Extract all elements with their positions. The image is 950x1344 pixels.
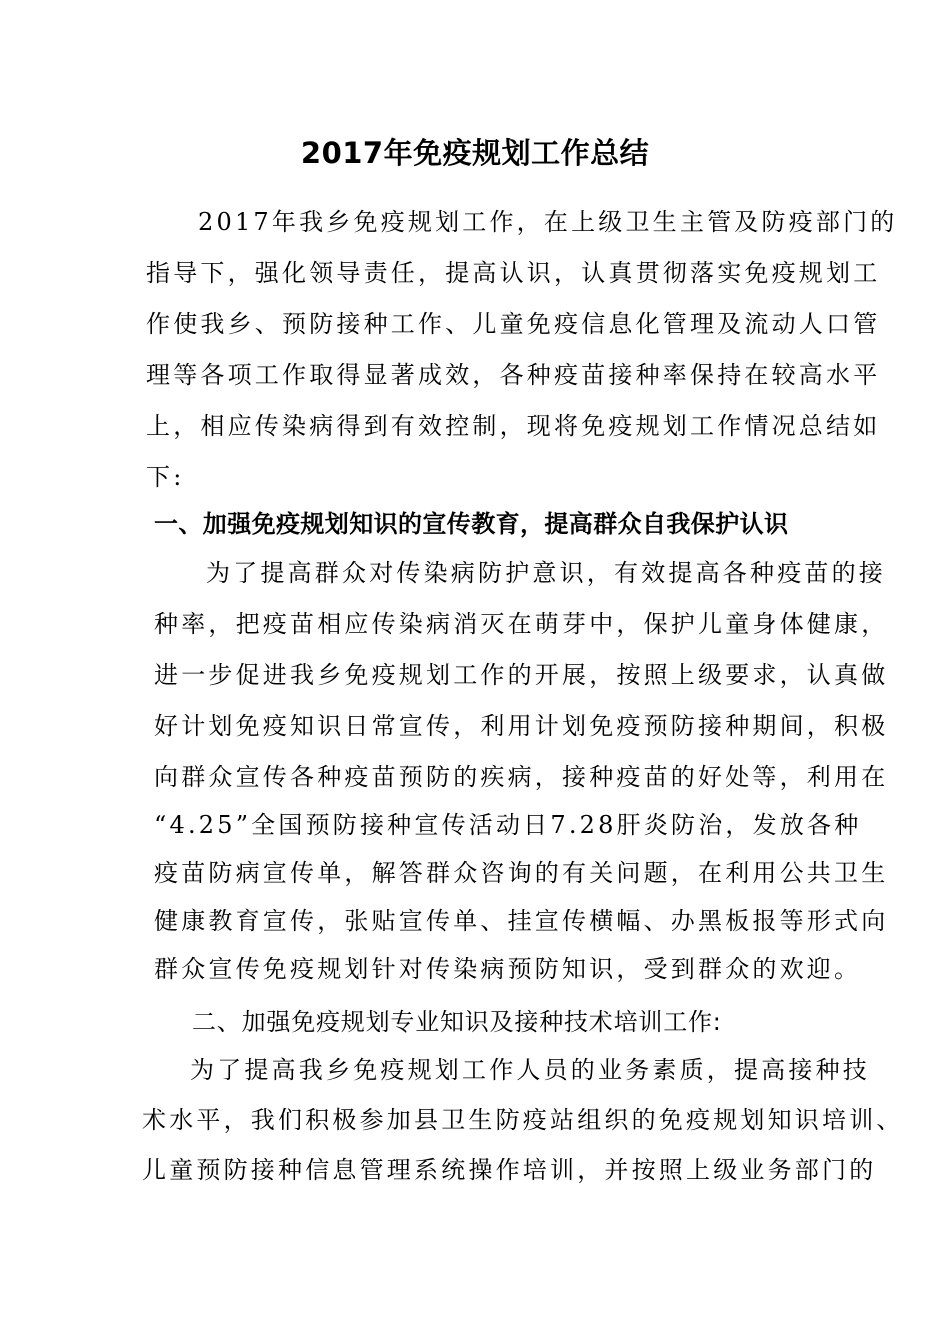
section-2-line-3: 儿童预防接种信息管理系统操作培训，并按照上级业务部门的 — [142, 1156, 877, 1184]
intro-line-6: 下: — [146, 463, 185, 491]
intro-line-5: 上，相应传染病得到有效控制，现将免疫规划工作情况总结如 — [146, 412, 881, 440]
section-2-line-2: 术水平，我们积极参加县卫生防疫站组织的免疫规划知识培训、 — [142, 1106, 904, 1134]
section-1-line-4: 好计划免疫知识日常宣传，利用计划免疫预防接种期间，积极 — [154, 712, 889, 740]
section-1-line-7: 疫苗防病宣传单，解答群众咨询的有关问题，在利用公共卫生 — [154, 859, 889, 887]
intro-line-1: 2017年我乡免疫规划工作，在上级卫生主管及防疫部门的 — [198, 208, 898, 236]
section-1-line-1: 为了提高群众对传染病防护意识，有效提高各种疫苗的接 — [206, 559, 886, 587]
intro-line-3: 作使我乡、预防接种工作、儿童免疫信息化管理及流动人口管 — [146, 310, 881, 338]
section-1-line-9: 群众宣传免疫规划针对传染病预防知识，受到群众的欢迎。 — [154, 955, 862, 983]
section-1-heading: 一、加强免疫规划知识的宣传教育，提高群众自我保护认识 — [154, 510, 789, 538]
intro-line-2: 指导下，强化领导责任，提高认识，认真贯彻落实免疫规划工 — [146, 259, 881, 287]
section-1-line-5: 向群众宣传各种疫苗预防的疾病，接种疫苗的好处等，利用在 — [154, 763, 889, 791]
section-1-line-8: 健康教育宣传，张贴宣传单、挂宣传横幅、办黑板报等形式向 — [154, 907, 889, 935]
section-2-heading: 二、加强免疫规划专业知识及接种技术培训工作: — [192, 1008, 722, 1036]
intro-line-4: 理等各项工作取得显著成效，各种疫苗接种率保持在较高水平 — [146, 361, 881, 389]
section-1-line-3: 进一步促进我乡免疫规划工作的开展，按照上级要求，认真做 — [154, 661, 889, 689]
section-1-line-6: “4.25”全国预防接种宣传活动日7.28肝炎防治，发放各种 — [154, 811, 862, 839]
document-title: 2017年免疫规划工作总结 — [300, 136, 650, 170]
section-1-line-2: 种率，把疫苗相应传染病消灭在萌芽中，保护儿童身体健康， — [154, 610, 889, 638]
section-2-line-1: 为了提高我乡免疫规划工作人员的业务素质，提高接种技 — [190, 1056, 870, 1084]
